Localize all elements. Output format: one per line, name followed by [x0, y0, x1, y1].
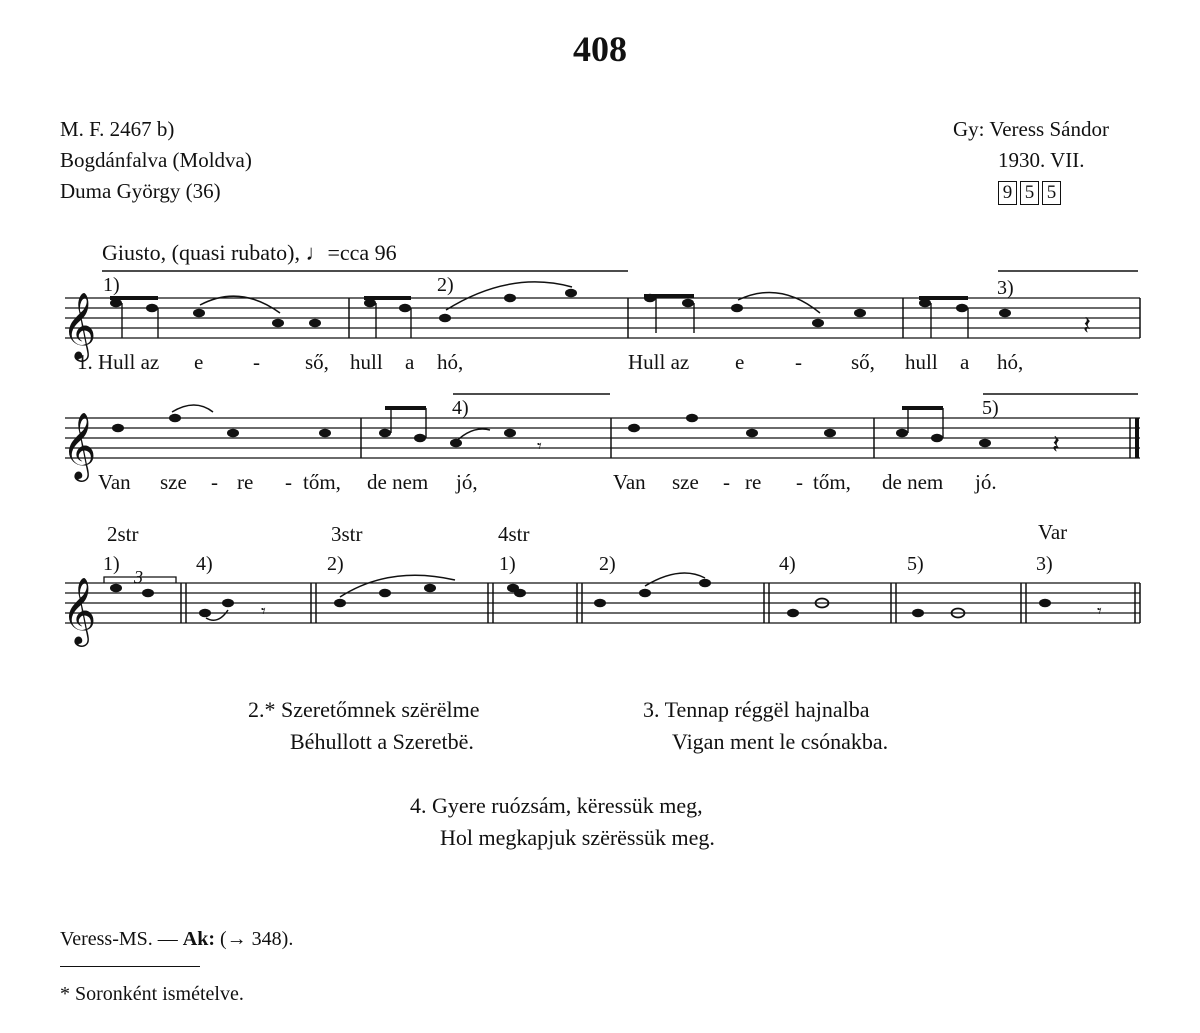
staff-2 — [65, 418, 1140, 458]
triplet-label: 3 — [134, 567, 143, 587]
lyric-syllable: Hull az — [628, 350, 690, 374]
stanza-2 — [248, 694, 480, 758]
metronome-value: =cca 96 — [327, 240, 397, 265]
lyric-syllable: re — [237, 470, 254, 494]
variant-heading: 2str — [107, 522, 139, 546]
footnote: * Soronként ismételve. — [60, 983, 244, 1005]
lyric-syllable: 1. Hull az — [77, 350, 160, 374]
collector: Gy: Veress Sándor — [953, 117, 1109, 141]
svg-text:𝄾: 𝄾 — [261, 601, 266, 621]
stanza-line: Hol megkapjuk szërëssük meg. — [440, 825, 715, 850]
staff-1 — [65, 298, 1140, 338]
ak-reference: (→ 348). — [215, 928, 294, 950]
lyric-syllable: de nem — [367, 470, 429, 494]
stanza-3 — [643, 694, 888, 758]
variant-heading: 3str — [331, 522, 363, 546]
lyric-syllable: - — [211, 470, 218, 494]
svg-text:𝄾: 𝄾 — [1097, 601, 1102, 621]
variant-heading: 4str — [498, 522, 530, 546]
variant-label: 4) — [452, 397, 469, 419]
treble-clef-icon: 𝄞 — [62, 578, 97, 643]
lyric-syllable: sze — [160, 470, 187, 494]
lyric-syllable: a — [960, 350, 970, 374]
variant-label: 3) — [1036, 553, 1053, 575]
ak-label: Ak: — [182, 928, 216, 950]
variant-label: 3) — [997, 277, 1014, 299]
lyric-syllable: ső, — [851, 350, 875, 374]
source-prefix: Veress-MS. — — [60, 928, 183, 950]
variant-label: 1) — [103, 553, 120, 575]
lyric-syllable: re — [745, 470, 762, 494]
lyric-syllable: - — [285, 470, 292, 494]
lyric-syllable: e — [194, 350, 204, 374]
lyric-syllable: tőm, — [813, 470, 851, 494]
variant-label: 2) — [327, 553, 344, 575]
stanza-line: 4. Gyere ruózsám, këressük meg, — [410, 793, 703, 818]
lyric-syllable: e — [735, 350, 745, 374]
footnote-divider — [60, 966, 200, 967]
source-reference — [60, 928, 293, 951]
variant-label: 4) — [779, 553, 796, 575]
lyric-syllable: - — [723, 470, 730, 494]
lyric-syllable: hó, — [997, 350, 1024, 374]
lyric-syllable: hull — [905, 350, 938, 374]
stanza-4 — [410, 790, 715, 854]
variant-label: 2) — [599, 553, 616, 575]
collection-date: 1930. VII. — [998, 148, 1085, 172]
variant-label: 4) — [196, 553, 213, 575]
lyric-syllable: - — [253, 350, 260, 374]
variant-label: 5) — [982, 397, 999, 419]
lyric-syllable: sze — [672, 470, 699, 494]
collection-place: Bogdánfalva (Moldva) — [60, 148, 252, 172]
syllable-box: 9 — [998, 181, 1017, 205]
tempo-text: Giusto, (quasi rubato), — [102, 240, 300, 265]
catalog-number: M. F. 2467 b) — [60, 117, 175, 141]
page-number: 408 — [573, 29, 627, 69]
lyric-syllable: Van — [613, 470, 646, 494]
lyric-syllable: Van — [98, 470, 131, 494]
lyric-syllable: jó. — [975, 470, 997, 494]
lyric-syllable: hó, — [437, 350, 464, 374]
stanza-line: 3. Tennap réggël hajnalba — [643, 697, 870, 722]
lyric-syllable: jó, — [456, 470, 478, 494]
treble-clef-icon: 𝄞 — [62, 293, 97, 358]
treble-clef-icon: 𝄞 — [62, 413, 97, 478]
notes-staff-3 — [110, 579, 1051, 618]
syllable-box: 5 — [1020, 181, 1039, 205]
lyric-syllable: ső, — [305, 350, 329, 374]
variant-label: 2) — [437, 274, 454, 296]
lyric-syllable: a — [405, 350, 415, 374]
variant-heading: Var — [1038, 520, 1068, 544]
performer: Duma György (36) — [60, 179, 221, 203]
notes-staff-2 — [112, 414, 991, 448]
variant-label: 1) — [103, 274, 120, 296]
lyric-syllable: hull — [350, 350, 383, 374]
stanza-line: Vigan ment le csónakba. — [672, 729, 889, 754]
variant-label: 1) — [499, 553, 516, 575]
lyric-syllable: - — [796, 470, 803, 494]
svg-text:𝄽: 𝄽 — [1052, 430, 1060, 459]
lyric-syllable: de nem — [882, 470, 944, 494]
quarter-note-icon: ♩ — [305, 240, 328, 265]
syllable-box: 5 — [1042, 181, 1061, 205]
svg-text:𝄽: 𝄽 — [1083, 311, 1091, 340]
stanza-line: 2.* Szeretőmnek szërëlme — [248, 697, 480, 722]
lyric-syllable: - — [795, 350, 802, 374]
stanza-line: Béhullott a Szeretbë. — [290, 729, 474, 754]
variant-label: 5) — [907, 553, 924, 575]
lyric-syllable: tőm, — [303, 470, 341, 494]
svg-text:𝄾: 𝄾 — [537, 436, 542, 456]
